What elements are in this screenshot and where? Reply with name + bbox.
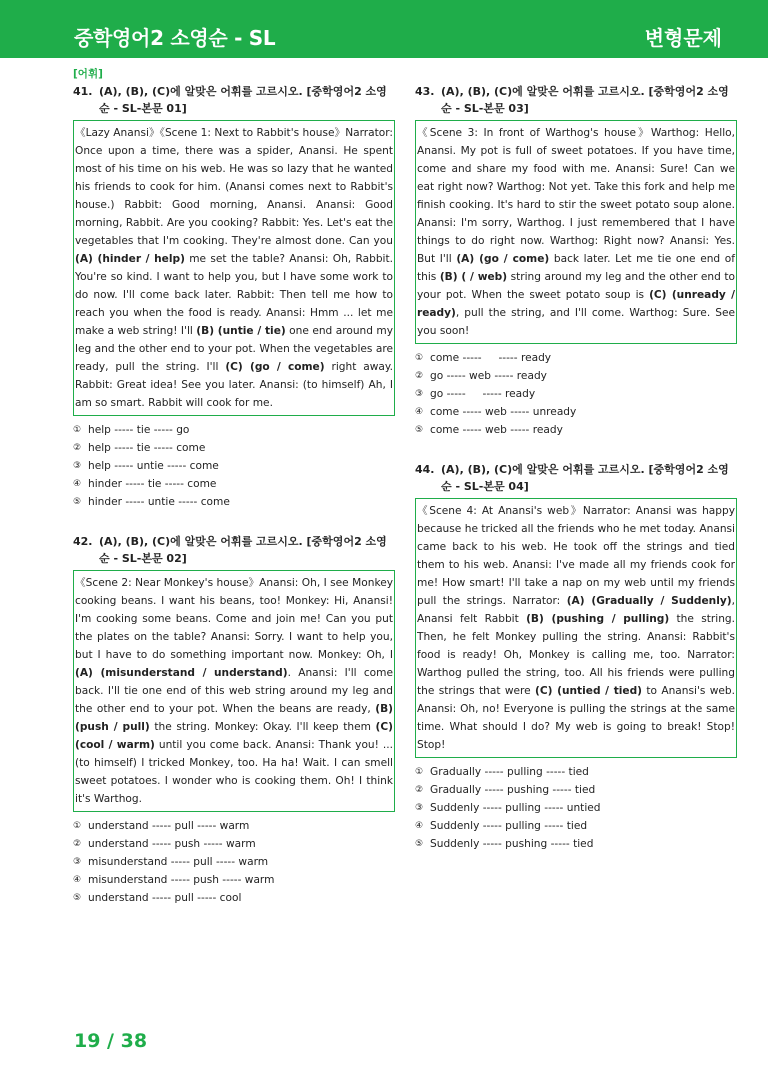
choice-5[interactable] xyxy=(73,493,395,511)
choice-2[interactable] xyxy=(415,367,737,385)
choice-text: Gradually ----- pushing ----- tied xyxy=(430,784,596,796)
passage-text: back later. Let me tie one end of this xyxy=(417,253,735,283)
question-number: 42. xyxy=(73,535,93,548)
choice-text: come ----- web ----- ready xyxy=(430,424,563,436)
choice-text: help ----- tie ----- go xyxy=(88,424,190,436)
left-column xyxy=(73,66,395,907)
choice-text: hinder ----- untie ----- come xyxy=(88,496,230,508)
question-number: 43. xyxy=(415,85,435,98)
choice-4[interactable] xyxy=(73,475,395,493)
choice-4[interactable] xyxy=(73,871,395,889)
blank-a: (A) (hinder / help) xyxy=(75,253,185,265)
question-prompt: (A), (B), (C)에 알맞은 어휘를 고르시오. [중학영어2 소영순 - SL-본문 01] xyxy=(99,85,387,115)
choice-3[interactable] xyxy=(415,385,737,403)
question-42 xyxy=(73,533,395,907)
blank-a: (A) (Gradually / Suddenly) xyxy=(566,595,732,607)
choice-text: come ----- ----- ready xyxy=(430,352,552,364)
passage-text: 《Scene 2: Near Monkey's house》Anansi: Oh, I see Monkey cooking beans. I want his beans, too! Monkey: Hi, Anansi! I'm cooking some beans. Come and join me! Can you put the plates on the table? Anansi: Sorry. I want to help you, but I have to do something important now. Monkey: Oh, I xyxy=(75,577,393,661)
question-number: 44. xyxy=(415,463,435,476)
page-header xyxy=(0,0,768,58)
choice-text: Suddenly ----- pulling ----- untied xyxy=(430,802,601,814)
blank-b: (B) (pushing / pulling) xyxy=(526,613,670,625)
question-number: 41. xyxy=(73,85,93,98)
page-number: 19 / 38 xyxy=(74,1030,148,1052)
passage-text: until you come back. Anansi: Thank you! ... (to himself) I tricked Monkey, too. Ha ha! Wait. I can smell sweet potatoes. I wonder who is cooking them. Oh! I think it's Warthog. xyxy=(75,739,393,805)
choice-text: help ----- tie ----- come xyxy=(88,442,206,454)
passage-text: , Anansi felt Rabbit xyxy=(417,595,735,625)
header-tag: 변형문제 xyxy=(644,26,722,50)
choice-mark: ③ xyxy=(73,857,82,867)
passage-text: 《Scene 4: At Anansi's web》Narrator: Anansi was happy because he tricked all the friends who he met today. Anansi came back to his web. He took off the strings and tied them to his web. Anansi: I've made all my friends cook for me! How smart! I'll take a nap on my web until my friends pull the strings. Narrator: xyxy=(417,505,735,607)
choice-mark: ② xyxy=(415,785,424,795)
question-title xyxy=(415,461,737,495)
choice-mark: ③ xyxy=(415,803,424,813)
choice-mark: ② xyxy=(73,839,82,849)
choice-2[interactable] xyxy=(415,781,737,799)
choice-list xyxy=(415,763,737,853)
choice-text: Suddenly ----- pulling ----- tied xyxy=(430,820,588,832)
question-title xyxy=(73,83,395,117)
passage-box xyxy=(415,120,737,344)
choice-text: misunderstand ----- push ----- warm xyxy=(88,874,275,886)
question-title xyxy=(73,533,395,567)
choice-1[interactable] xyxy=(73,421,395,439)
passage-text: 《Lazy Anansi》《Scene 1: Next to Rabbit's house》Narrator: Once upon a time, there was a spider, Anansi. He spent most of his time on his web. He was so lazy that he wanted his friends to cook for him. (Anansi comes next to Rabbit's house.) Rabbit: Good morning, Anansi. Anansi: Good morning, Rabbit. Are you cooking? Rabbit: Yes. Let's eat the vegetables that I'm cooking. They're almost done. Can you xyxy=(75,127,393,247)
choice-text: go ----- web ----- ready xyxy=(430,370,547,382)
blank-b: (B) (push / pull) xyxy=(75,703,393,733)
choice-text: come ----- web ----- unready xyxy=(430,406,577,418)
choice-mark: ③ xyxy=(415,389,424,399)
choice-5[interactable] xyxy=(415,421,737,439)
choice-mark: ⑤ xyxy=(415,839,424,849)
choice-text: hinder ----- tie ----- come xyxy=(88,478,217,490)
question-44 xyxy=(415,461,737,853)
question-title xyxy=(415,83,737,117)
passage-text: . Anansi: I'll come back. I'll tie one end of this web string around my leg and the other end to your pot. When the beans are ready, xyxy=(75,667,393,715)
choice-mark: ① xyxy=(73,821,82,831)
choice-list xyxy=(73,817,395,907)
choice-mark: ④ xyxy=(415,821,424,831)
choice-4[interactable] xyxy=(415,817,737,835)
passage-text: right away. Rabbit: Great idea! See you later. Anansi: (to himself) Ah, I am so smart. Rabbit will cook for me. xyxy=(75,361,394,409)
blank-a: (A) (go / come) xyxy=(456,253,550,265)
choice-mark: ② xyxy=(415,371,424,381)
choice-text: understand ----- pull ----- cool xyxy=(88,892,242,904)
question-prompt: (A), (B), (C)에 알맞은 어휘를 고르시오. [중학영어2 소영순 - SL-본문 04] xyxy=(441,463,729,493)
question-41 xyxy=(73,83,395,511)
choice-mark: ④ xyxy=(73,479,82,489)
choice-mark: ⑤ xyxy=(415,425,424,435)
passage-text: , pull the string, and I'll come. Warthog: Sure. See you soon! xyxy=(417,307,735,337)
question-prompt: (A), (B), (C)에 알맞은 어휘를 고르시오. [중학영어2 소영순 - SL-본문 03] xyxy=(441,85,729,115)
passage-text: the string. Monkey: Okay. I'll keep them xyxy=(149,721,376,733)
choice-5[interactable] xyxy=(73,889,395,907)
choice-mark: ⑤ xyxy=(73,893,82,903)
choice-text: understand ----- push ----- warm xyxy=(88,838,256,850)
choice-text: help ----- untie ----- come xyxy=(88,460,219,472)
blank-a: (A) (misunderstand / understand) xyxy=(75,667,288,679)
choice-4[interactable] xyxy=(415,403,737,421)
choice-3[interactable] xyxy=(73,457,395,475)
passage-box xyxy=(73,120,395,416)
choice-text: misunderstand ----- pull ----- warm xyxy=(88,856,269,868)
blank-c: (C) (unready / ready) xyxy=(417,289,735,319)
choice-2[interactable] xyxy=(73,439,395,457)
blank-c: (C) (untied / tied) xyxy=(535,685,643,697)
choice-list xyxy=(73,421,395,511)
question-43 xyxy=(415,83,737,439)
choice-mark: ⑤ xyxy=(73,497,82,507)
choice-text: understand ----- pull ----- warm xyxy=(88,820,250,832)
blank-c: (C) (go / come) xyxy=(225,361,325,373)
choice-mark: ④ xyxy=(73,875,82,885)
choice-1[interactable] xyxy=(415,349,737,367)
passage-text: 《Scene 3: In front of Warthog's house》Warthog: Hello, Anansi. My pot is full of sweet potatoes. If you have time, come and share my food with me. Anansi: Sure! Can we eat right now? Warthog: Not yet. Take this fork and help me finish cooking. It's hard to stir the sweet potato soup alone. Anansi: I'm sorry, Warthog. I just remembered that I have things to do right now. Warthog: Right now? Anansi: Yes. But I'll xyxy=(417,127,735,265)
passage-text: one end around my leg and the other end to your pot. When the vegetables are ready, pull the string. I'll xyxy=(75,325,394,373)
passage-text: string around my leg and the other end to your pot. When the sweet potato soup is xyxy=(417,271,735,301)
header-title: 중학영어2 소영순 - SL xyxy=(74,26,276,50)
passage-box xyxy=(73,570,395,812)
choice-text: Gradually ----- pulling ----- tied xyxy=(430,766,589,778)
blank-b: (B) ( / web) xyxy=(439,271,508,283)
choice-mark: ③ xyxy=(73,461,82,471)
choice-mark: ④ xyxy=(415,407,424,417)
right-column xyxy=(415,66,737,853)
passage-text: to Anansi's web. Anansi: Oh, no! Everyone is pulling the strings at the same time. What should I do? My web is going to break! Stop! Stop! xyxy=(417,685,735,751)
choice-mark: ② xyxy=(73,443,82,453)
choice-3[interactable] xyxy=(73,853,395,871)
section-tag: [어휘] xyxy=(73,68,103,80)
question-prompt: (A), (B), (C)에 알맞은 어휘를 고르시오. [중학영어2 소영순 - SL-본문 02] xyxy=(99,535,387,565)
choice-2[interactable] xyxy=(73,835,395,853)
blank-b: (B) (untie / tie) xyxy=(196,325,286,337)
choice-3[interactable] xyxy=(415,799,737,817)
choice-1[interactable] xyxy=(73,817,395,835)
choice-mark: ① xyxy=(415,767,424,777)
choice-list xyxy=(415,349,737,439)
passage-box xyxy=(415,498,737,758)
passage-text: me set the table? Anansi: Oh, Rabbit. You're so kind. I want to help you, but I have some work to do now. I'll come back later. Rabbit: Then tell me how to reach you when the food is ready. Anansi: Hmm ... let me make a web string! I'll xyxy=(75,253,394,337)
choice-mark: ① xyxy=(415,353,424,363)
choice-1[interactable] xyxy=(415,763,737,781)
choice-text: go ----- ----- ready xyxy=(430,388,536,400)
blank-c: (C) (cool / warm) xyxy=(75,721,393,751)
choice-5[interactable] xyxy=(415,835,737,853)
passage-text: the string. Then, he felt Monkey pulling the string. Anansi: Rabbit's food is ready! Oh, Monkey is calling me, too. Narrator: Warthog pulled the string, too. All his friends were pulling the strings that were xyxy=(417,613,735,697)
choice-mark: ① xyxy=(73,425,82,435)
choice-text: Suddenly ----- pushing ----- tied xyxy=(430,838,594,850)
